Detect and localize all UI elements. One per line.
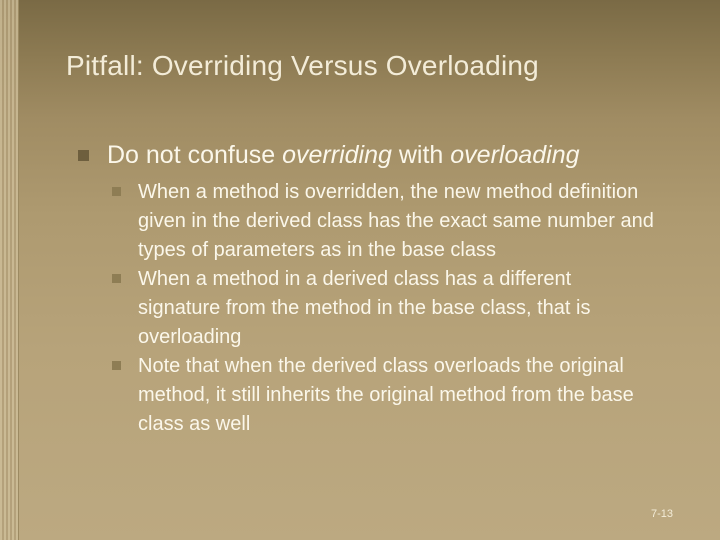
- bullet-square-icon: [78, 150, 89, 161]
- bullet-square-icon: [112, 274, 121, 283]
- bullet-square-icon: [112, 361, 121, 370]
- sub-bullet-text: When a method is overridden, the new method definition given in the derived class has the exact same number and types of parameters as in the base class: [138, 181, 654, 261]
- sub-bullet-text: When a method in a derived class has a different signature from the method in the base class, that is overloading: [138, 268, 591, 348]
- sub-bullet-text: Note that when the derived class overloads the original method, it still inherits the original method from the base class as well: [138, 355, 634, 435]
- main-bullet-emphasis-overloading: overloading: [450, 141, 580, 169]
- sub-bullet-overloading: [112, 265, 678, 352]
- decorative-left-strip: [0, 0, 18, 540]
- main-bullet-middle: with: [391, 141, 451, 169]
- decorative-left-line: [18, 0, 19, 540]
- slide-number: 7-13: [651, 508, 674, 520]
- sub-bullet-list: [112, 178, 678, 439]
- slide-title: Pitfall: Overriding Versus Overloading: [66, 50, 539, 81]
- sub-bullet-overridden: [112, 178, 678, 265]
- slide-content: [78, 140, 678, 439]
- bullet-square-icon: [112, 187, 121, 196]
- main-bullet: [78, 140, 678, 170]
- main-bullet-before: Do not confuse: [107, 141, 283, 169]
- main-bullet-emphasis-overriding: overriding: [282, 141, 392, 169]
- main-bullet-text: [107, 140, 678, 170]
- sub-bullet-inherits: [112, 352, 678, 439]
